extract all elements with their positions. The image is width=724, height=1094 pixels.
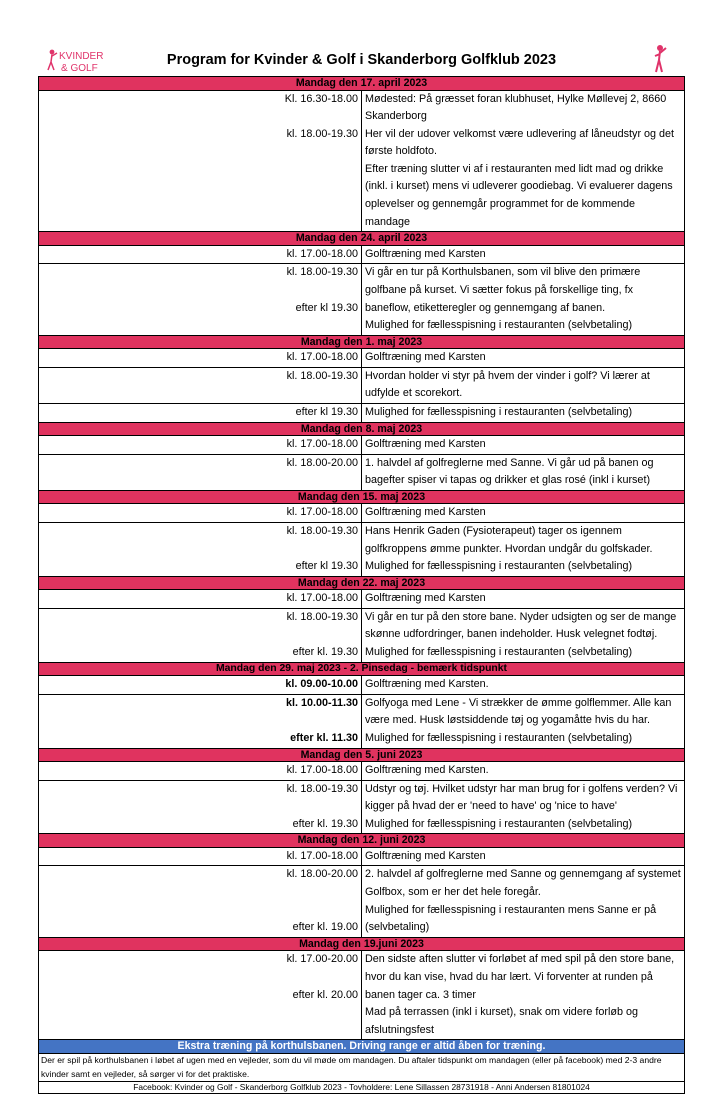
description-cell: Vi går en tur på Korthulsbanen, som vil blive den primære golfbane på kurset. Vi sætter fokus på forskellige ting, fx baneflow, etiketteregler og gennemgang af banen. Mulighed for fællesspisning i restauranten (selvbetaling) xyxy=(362,264,685,335)
page-header xyxy=(38,44,685,76)
schedule-row xyxy=(39,264,685,335)
description-cell: Golftræning med Karsten xyxy=(362,504,685,523)
description-cell: Golftræning med Karsten xyxy=(362,847,685,866)
day-header xyxy=(39,662,685,676)
time-cell: kl. 17.00-18.00 xyxy=(39,590,362,609)
time-cell: kl. 17.00-18.00 xyxy=(39,504,362,523)
schedule-row xyxy=(39,847,685,866)
schedule-row xyxy=(39,608,685,662)
schedule-row xyxy=(39,951,685,1040)
description-cell: Golftræning med Karsten xyxy=(362,245,685,264)
description-cell: Golftræning med Karsten xyxy=(362,436,685,455)
time-cell: kl. 18.00-19.30 efter kl 19.30 xyxy=(39,264,362,335)
time-cell: kl. 17.00-18.00 xyxy=(39,436,362,455)
day-header xyxy=(39,937,685,951)
schedule-row xyxy=(39,436,685,455)
description-cell: 2. halvdel af golfreglerne med Sanne og gennemgang af systemet Golfbox, som er her det hele foregår. Mulighed for fællesspisning i restauranten mens Sanne er på (selvbetaling) xyxy=(362,866,685,937)
description-cell: Hans Henrik Gaden (Fysioterapeut) tager os igennem golfkroppens ømme punkter. Hvordan undgår du golfskader. Mulighed for fællesspisning i restauranten (selvbetaling) xyxy=(362,522,685,576)
day-header xyxy=(39,232,685,246)
time-cell: kl. 18.00-19.30 efter kl. 19.30 xyxy=(39,780,362,834)
schedule-row xyxy=(39,367,685,403)
logo-top-text: KVINDER xyxy=(59,51,104,62)
day-title: Mandag den 15. maj 2023 xyxy=(39,490,685,504)
time-cell: kl. 17.00-18.00 xyxy=(39,245,362,264)
description-cell: Golftræning med Karsten xyxy=(362,590,685,609)
description-cell: Golftræning med Karsten xyxy=(362,349,685,368)
description-cell: Den sidste aften slutter vi forløbet af med spil på den store bane, hvor du kan vise, hvad du har lært. Vi forventer at runden på banen tager ca. 3 timer Mad på terrassen (inkl i kurset), snak om videre forløb og afslutningsfest xyxy=(362,951,685,1040)
schedule-row xyxy=(39,694,685,748)
description-cell: Mødested: På græsset foran klubhuset, Hylke Møllevej 2, 8660 Skanderborg Her vil der udover velkomst være udlevering af låneudstyr og det første holdfoto. Efter træning slutter vi af i restauranten med lidt mad og drikke (inkl. i kurset) mens vi udleverer goodiebag. Vi evaluerer dagens oplevelser og gennemgår programmet for de kommende mandage xyxy=(362,90,685,232)
time-cell: Kl. 16.30-18.00 kl. 18.00-19.30 xyxy=(39,90,362,232)
day-title: Mandag den 12. juni 2023 xyxy=(39,834,685,848)
day-title: Mandag den 5. juni 2023 xyxy=(39,748,685,762)
note-text: Der er spil på korthulsbanen i løbet af ugen med en vejleder, som du vil møde om mandagen. Du aftaler tidspunkt om mandagen (eller på facebook) med 2-3 andre kvinder samt en vejleder, så sørger vi for det praktiske. xyxy=(39,1054,685,1082)
schedule-row xyxy=(39,780,685,834)
day-title: Mandag den 24. april 2023 xyxy=(39,232,685,246)
time-cell: kl. 10.00-11.30 efter kl. 11.30 xyxy=(39,694,362,748)
schedule-row xyxy=(39,866,685,937)
time-cell: kl. 18.00-20.00 xyxy=(39,454,362,490)
day-header xyxy=(39,834,685,848)
day-header xyxy=(39,77,685,91)
day-header xyxy=(39,748,685,762)
extra-training-band xyxy=(39,1040,685,1054)
description-cell: Mulighed for fællesspisning i restauranten (selvbetaling) xyxy=(362,404,685,423)
description-cell: Vi går en tur på den store bane. Nyder udsigten og ser de mange skønne udfordringer, banen indeholder. Husk velegnet fodtøj. Mulighed for fællesspisning i restauranten (selvbetaling) xyxy=(362,608,685,662)
description-cell: Hvordan holder vi styr på hvem der vinder i golf? Vi lærer at udfylde et scorekort. xyxy=(362,367,685,403)
day-header xyxy=(39,490,685,504)
time-cell: kl. 17.00-20.00 efter kl. 20.00 xyxy=(39,951,362,1040)
time-cell: kl. 18.00-20.00 efter kl. 19.00 xyxy=(39,866,362,937)
time-cell: kl. 17.00-18.00 xyxy=(39,847,362,866)
schedule-row xyxy=(39,245,685,264)
schedule-row xyxy=(39,522,685,576)
schedule-row xyxy=(39,349,685,368)
day-title: Mandag den 22. maj 2023 xyxy=(39,576,685,590)
schedule-row xyxy=(39,404,685,423)
page-title: Program for Kvinder & Golf i Skanderborg Golfklub 2023 xyxy=(166,52,557,68)
day-header xyxy=(39,335,685,349)
facebook-row xyxy=(39,1082,685,1094)
schedule-row xyxy=(39,762,685,781)
time-cell: kl. 18.00-19.30 xyxy=(39,367,362,403)
program-table xyxy=(38,76,685,1094)
day-title: Mandag den 29. maj 2023 - 2. Pinsedag - bemærk tidspunkt xyxy=(39,662,685,676)
day-header xyxy=(39,576,685,590)
time-cell: kl. 17.00-18.00 xyxy=(39,762,362,781)
schedule-row xyxy=(39,676,685,695)
time-cell: kl. 18.00-19.30 efter kl 19.30 xyxy=(39,522,362,576)
time-cell: kl. 09.00-10.00 xyxy=(39,676,362,695)
description-cell: Golftræning med Karsten. xyxy=(362,762,685,781)
time-cell: kl. 18.00-19.30 efter kl. 19.30 xyxy=(39,608,362,662)
day-title: Mandag den 8. maj 2023 xyxy=(39,422,685,436)
description-cell: Golfyoga med Lene - Vi strækker de ømme golflemmer. Alle kan være med. Husk løstsiddende tøj og yogamåtte hvis du har. Mulighed for fællesspisning i restauranten (selvbetaling) xyxy=(362,694,685,748)
schedule-row xyxy=(39,90,685,232)
day-title: Mandag den 19.juni 2023 xyxy=(39,937,685,951)
schedule-row xyxy=(39,454,685,490)
logo-bottom-text: & GOLF xyxy=(61,63,98,74)
note-row xyxy=(39,1054,685,1082)
time-cell: efter kl 19.30 xyxy=(39,404,362,423)
time-cell: kl. 17.00-18.00 xyxy=(39,349,362,368)
description-cell: 1. halvdel af golfreglerne med Sanne. Vi går ud på banen og bagefter spiser vi tapas og drikker et glas rosé (inkl i kurset) xyxy=(362,454,685,490)
description-cell: Golftræning med Karsten. xyxy=(362,676,685,695)
extra-training-text: Ekstra træning på korthulsbanen. Driving range er altid åben for træning. xyxy=(39,1040,685,1054)
facebook-text: Facebook: Kvinder og Golf - Skanderborg Golfklub 2023 - Tovholdere: Lene Sillassen 28731918 - Anni Andersen 81801024 xyxy=(39,1082,685,1094)
day-header xyxy=(39,422,685,436)
day-title: Mandag den 1. maj 2023 xyxy=(39,335,685,349)
day-title: Mandag den 17. april 2023 xyxy=(39,77,685,91)
program-page xyxy=(38,44,685,1094)
golfer-icon xyxy=(649,44,671,74)
schedule-row xyxy=(39,504,685,523)
schedule-row xyxy=(39,590,685,609)
description-cell: Udstyr og tøj. Hvilket udstyr har man brug for i golfens verden? Vi kigger på hvad der er 'need to have' og 'nice to have' Mulighed for fællesspisning i restauranten (selvbetaling) xyxy=(362,780,685,834)
